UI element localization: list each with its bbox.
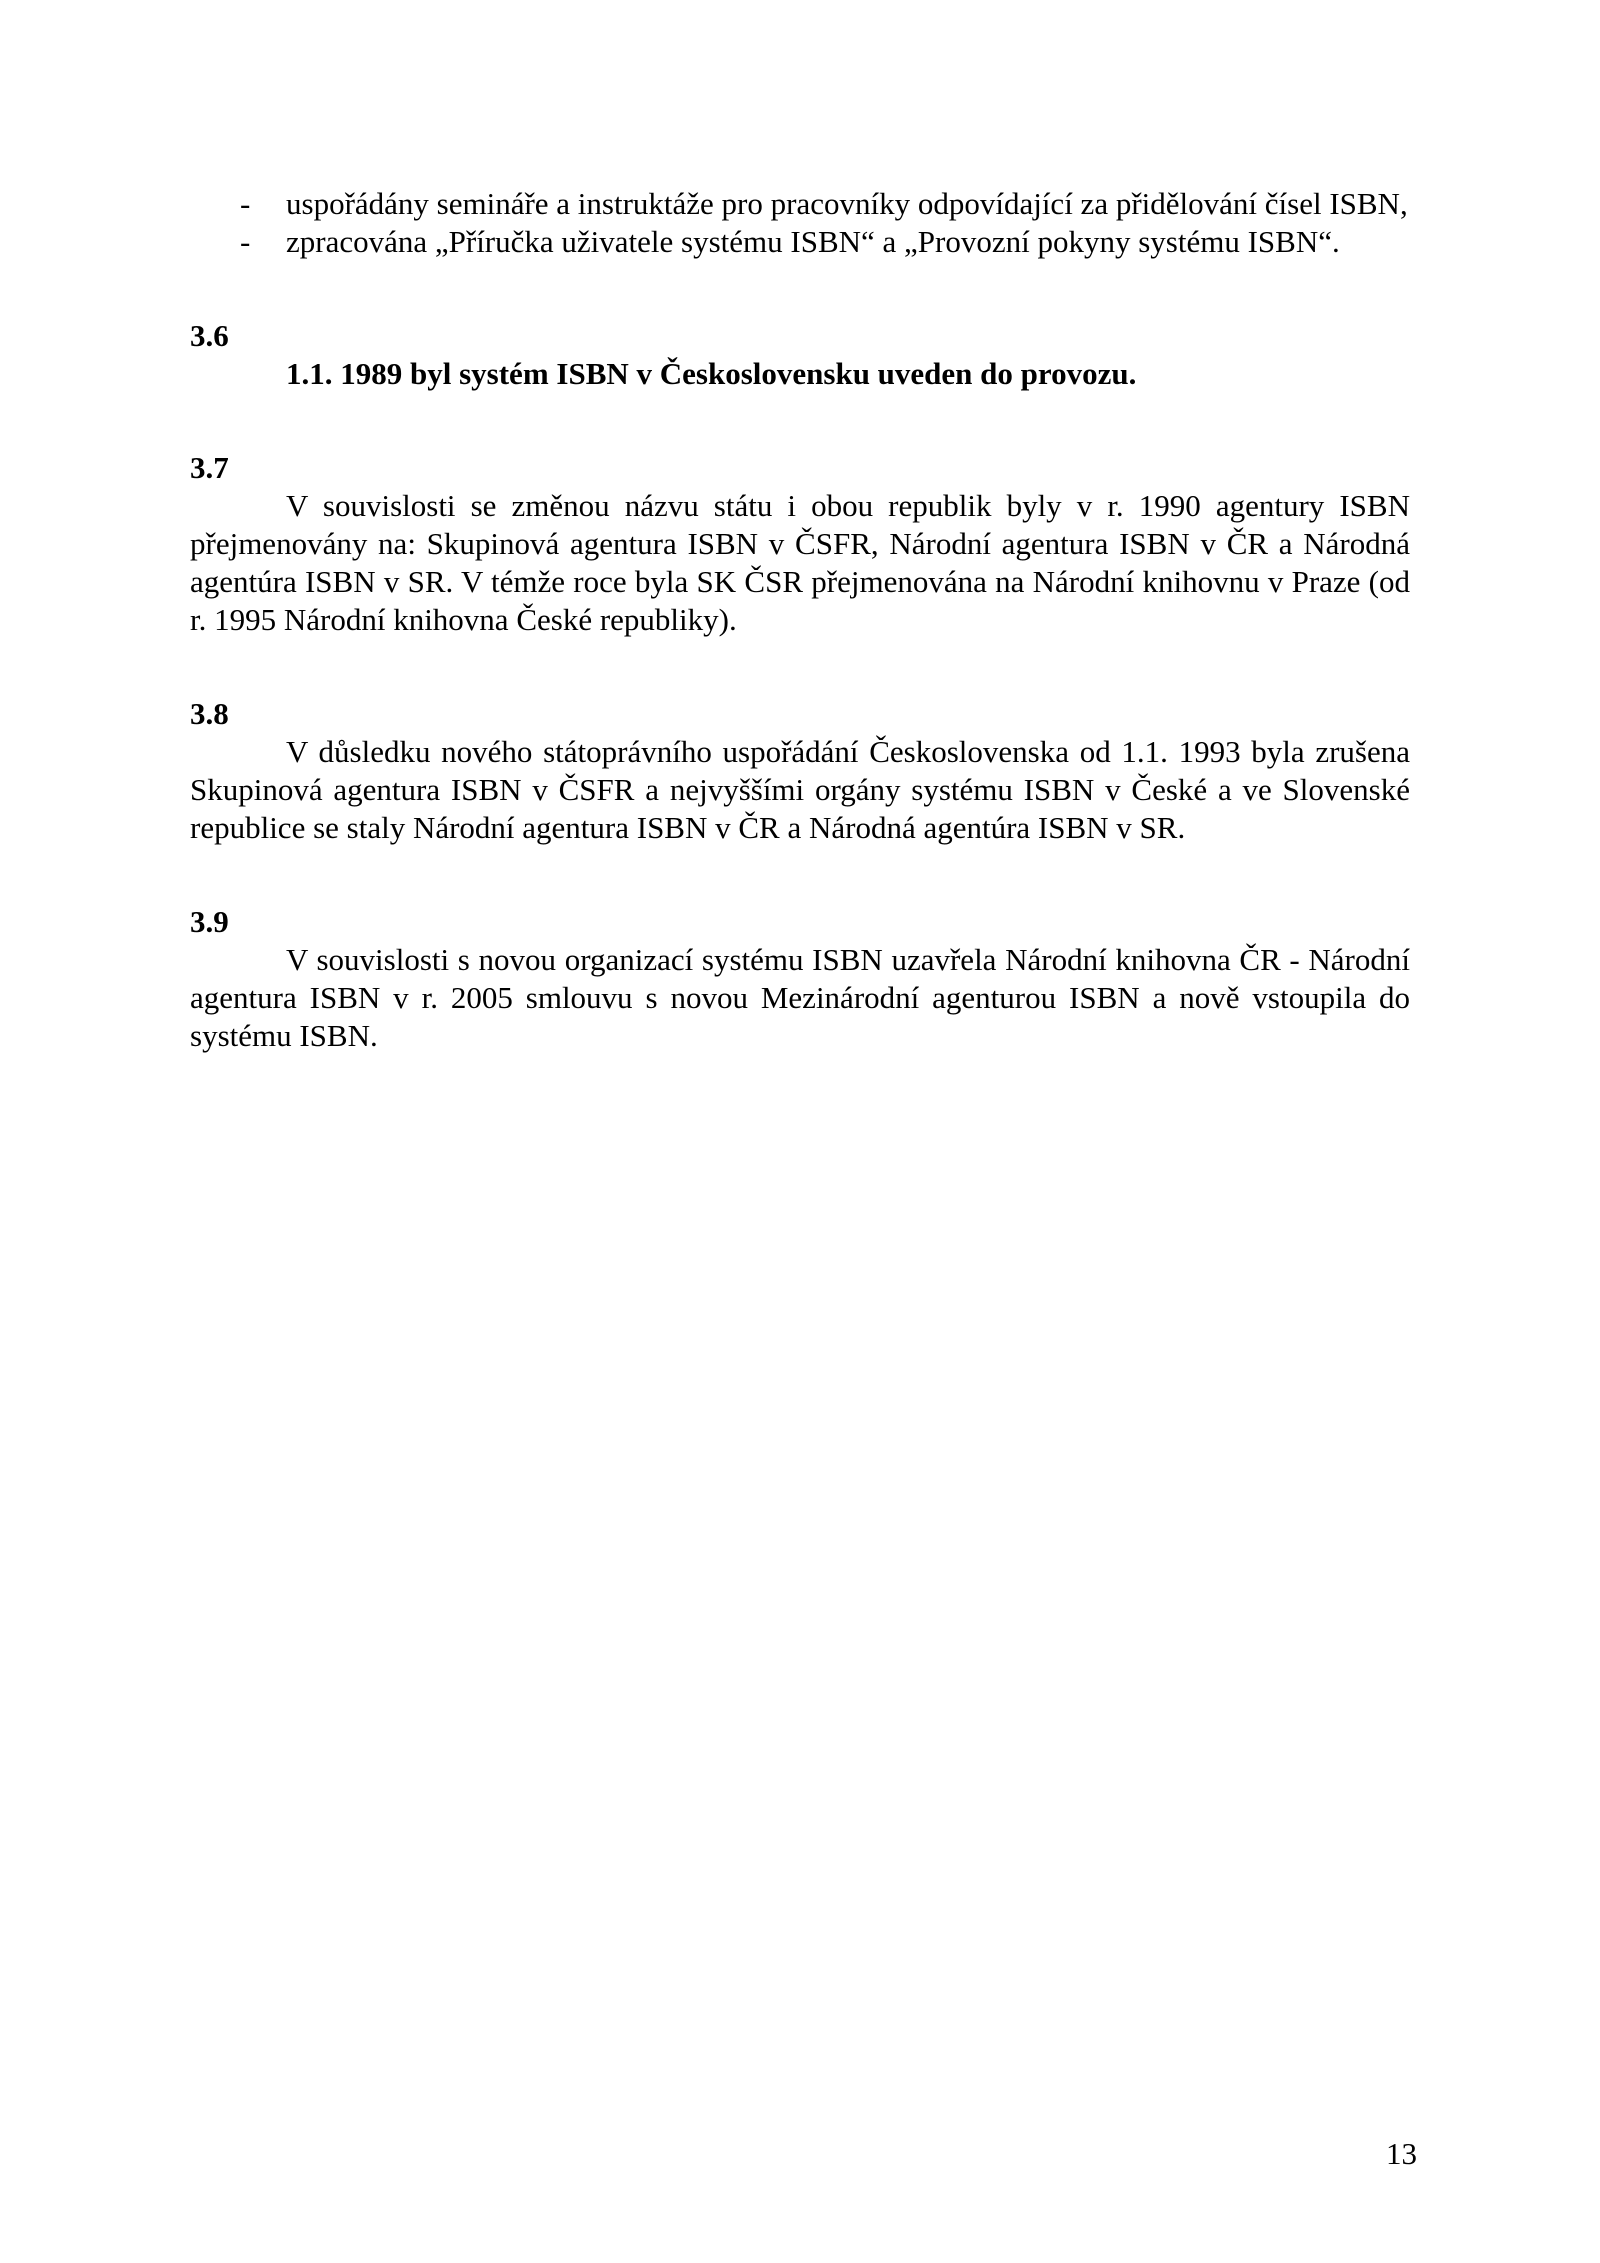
section-number: 3.6 bbox=[190, 318, 229, 353]
bullet-list bbox=[190, 185, 1410, 261]
bullet-text: zpracována „Příručka uživatele systému ISBN“ a „Provozní pokyny systému ISBN“. bbox=[286, 224, 1340, 259]
bullet-item bbox=[190, 223, 1410, 261]
section-text: V souvislosti s novou organizací systému ISBN uzavřela Národní knihovna ČR - Národní agentura ISBN v r. 2005 smlouvu s novou Mezinárodní agenturou ISBN a nově vstoupila do systému ISBN. bbox=[190, 942, 1410, 1053]
bullet-text: uspořádány semináře a instruktáže pro pracovníky odpovídající za přidělování čísel ISBN, bbox=[286, 186, 1408, 221]
section-text: V souvislosti se změnou názvu státu i obou republik byly v r. 1990 agentury ISBN přejmenovány na: Skupinová agentura ISBN v ČSFR, Národní agentura ISBN v ČR a Národná agentúra ISBN v SR. V témže roce byla SK ČSR přejmenována na Národní knihovnu v Praze (od r. 1995 Národní knihovna České republiky). bbox=[190, 488, 1410, 637]
section-3-7 bbox=[190, 449, 1410, 639]
bullet-marker: - bbox=[240, 224, 251, 259]
section-3-9 bbox=[190, 903, 1410, 1055]
page-number: 13 bbox=[1386, 2136, 1417, 2171]
bullet-marker: - bbox=[240, 186, 251, 221]
section-number: 3.9 bbox=[190, 904, 229, 939]
section-number: 3.8 bbox=[190, 696, 229, 731]
section-text: V důsledku nového státoprávního uspořádání Československa od 1.1. 1993 byla zrušena Skupinová agentura ISBN v ČSFR a nejvyššími orgány systému ISBN v České a ve Slovenské republice se staly Národní agentura ISBN v ČR a Národná agentúra ISBN v SR. bbox=[190, 734, 1410, 845]
document-body bbox=[190, 185, 1410, 1055]
section-3-8 bbox=[190, 695, 1410, 847]
section-3-6 bbox=[190, 317, 1410, 393]
section-number: 3.7 bbox=[190, 450, 229, 485]
bullet-item bbox=[190, 185, 1410, 223]
section-text: 1.1. 1989 byl systém ISBN v Československu uveden do provozu. bbox=[286, 356, 1137, 391]
